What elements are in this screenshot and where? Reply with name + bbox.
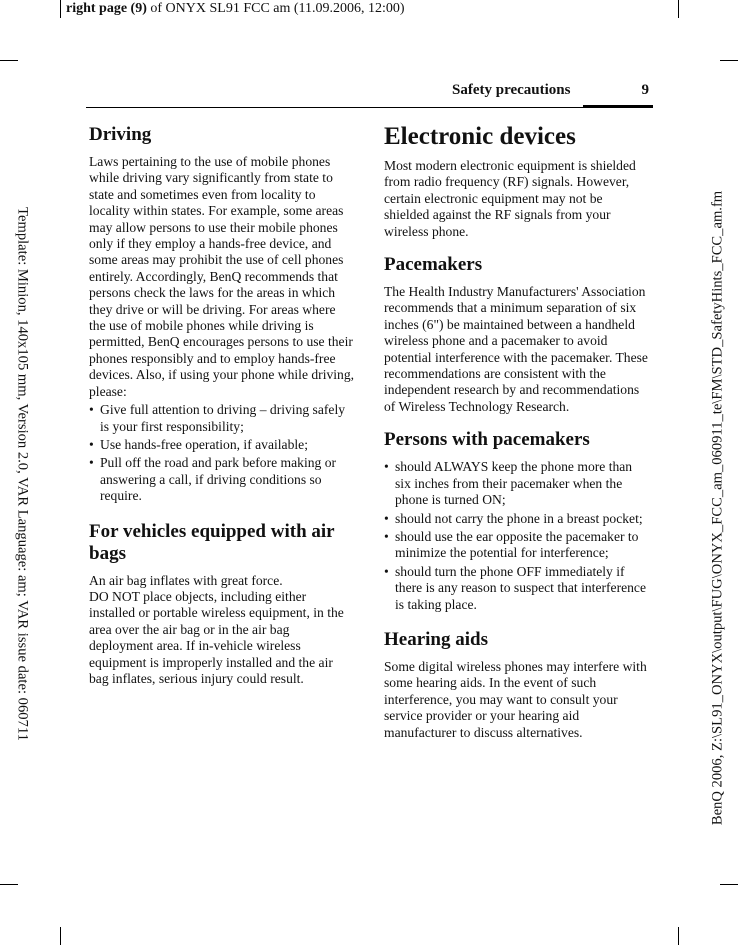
- running-header: [86, 80, 653, 110]
- list-item: • Use hands-free operation, if available;: [89, 437, 355, 453]
- airbags-body: DO NOT place objects, including either installed or portable wireless equipment, in the area over the air bag or in the air bag deployment area. If in-vehicle wireless equipment is improperly installed and the air bag inflates, serious injury could result.: [89, 588, 344, 686]
- crop-mark: [60, 927, 61, 945]
- list-item: • Pull off the road and park before making or answering a call, if driving conditions so require.: [89, 455, 355, 504]
- left-column: [89, 124, 355, 687]
- list-item: • should ALWAYS keep the phone more than six inches from their pacemaker when the phone is turned ON;: [384, 459, 650, 508]
- crop-mark: [678, 0, 679, 18]
- driving-heading: Driving: [89, 124, 152, 145]
- right-column: [384, 122, 650, 741]
- print-job-label: right page (9) of ONYX SL91 FCC am (11.09.2006, 12:00): [66, 1, 405, 16]
- header-rule: [86, 107, 653, 108]
- airbags-heading: For vehicles equipped with air bags: [89, 520, 335, 564]
- electronic-devices-body: Most modern electronic equipment is shielded from radio frequency (RF) signals. However, certain electronic equipment may not be shielded against the RF signals from your wireless phone.: [384, 158, 636, 239]
- driving-body: Laws pertaining to the use of mobile phones while driving vary significantly from state to state and sometimes even from locality to locality within states. For example, some areas may allow persons to use their mobile phones only if they employ a hands-free device, and some areas may prohibit the use of cell phones entirely. Accordingly, BenQ recommends that persons check the laws for the areas in which they drive or will be driving. For areas where the use of mobile phones while driving is permitted, BenQ encourages persons to use their phones responsibly and to employ hands-free devices. Also, if using your phone while driving, please:: [89, 154, 355, 399]
- airbags-line: An air bag inflates with great force.: [89, 572, 283, 588]
- crop-mark: [60, 0, 61, 18]
- section-title: Safety precautions: [452, 82, 571, 98]
- crop-mark: [720, 60, 738, 61]
- pacemakers-body: The Health Industry Manufacturers' Association recommends that a minimum separation of six inches (6") be maintained between a handheld wireless phone and a pacemaker to avoid potential interference with the pacemaker. These recommendations are consistent with the independent research by and recommendations of Wireless Technology Research.: [384, 284, 648, 414]
- hearing-aids-heading: Hearing aids: [384, 628, 488, 650]
- list-item: • should not carry the phone in a breast pocket;: [384, 511, 650, 527]
- header-rule-accent: [583, 105, 653, 108]
- crop-mark: [0, 884, 18, 885]
- electronic-devices-heading: Electronic devices: [384, 123, 576, 150]
- list-item: • should use the ear opposite the pacemaker to minimize the potential for interference;: [384, 529, 650, 562]
- driving-list: [89, 402, 355, 504]
- crop-mark: [720, 884, 738, 885]
- crop-mark: [678, 927, 679, 945]
- page-number: 9: [641, 82, 649, 98]
- persons-heading: Persons with pacemakers: [384, 429, 590, 451]
- list-item: • Give full attention to driving – driving safely is your first responsibility;: [89, 402, 355, 435]
- pacemakers-heading: Pacemakers: [384, 254, 483, 276]
- crop-mark: [0, 60, 18, 61]
- persons-list: [384, 459, 650, 613]
- hearing-aids-body: Some digital wireless phones may interfere with some hearing aids. In the event of such interference, you may want to consult your service provider or your hearing aid manufacturer to discuss alternatives.: [384, 658, 647, 740]
- list-item: • should turn the phone OFF immediately if there is any reason to suspect that interference is taking place.: [384, 564, 650, 613]
